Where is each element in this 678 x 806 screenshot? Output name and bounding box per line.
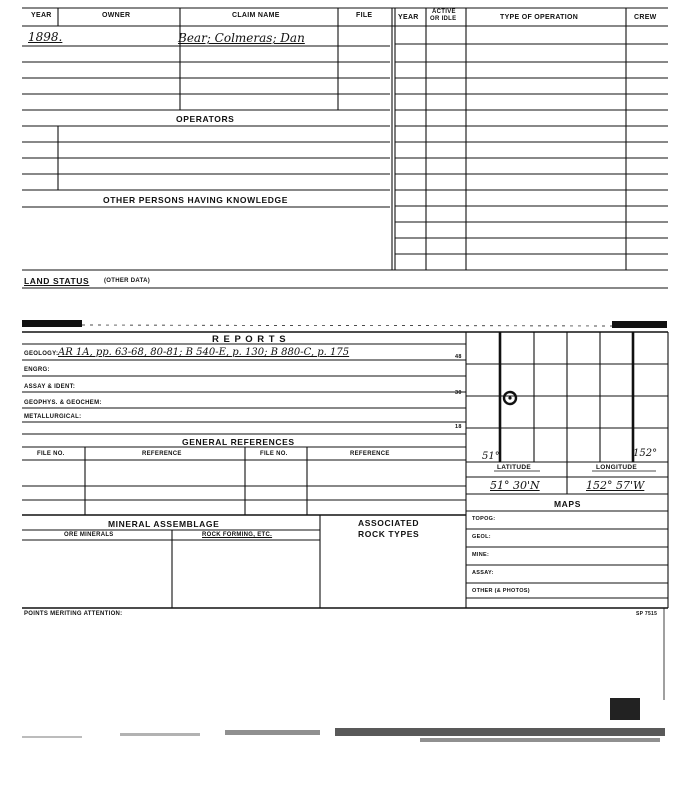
maps-geol: GEOL: [472, 534, 491, 540]
col-30: 30 [455, 390, 462, 396]
associated-heading: ASSOCIATED [358, 518, 420, 528]
header-active: ACTIVE [432, 9, 456, 15]
header-year: YEAR [31, 12, 52, 19]
col-18: 18 [455, 424, 462, 430]
points-meriting-attention: POINTS MERITING ATTENTION: [24, 611, 123, 617]
ref-file-no-2: FILE NO. [260, 451, 288, 457]
form-number: SP 7515 [636, 611, 658, 617]
ref-file-no-1: FILE NO. [37, 451, 65, 457]
geophys-label: GEOPHYS. & GEOCHEM: [24, 400, 102, 406]
latitude-value: 51° 30'N [490, 479, 540, 492]
latitude-label: LATITUDE [497, 464, 532, 471]
maps-topog: TOPOG: [472, 516, 496, 522]
corner-longitude: 152° [633, 448, 658, 459]
maps-heading: MAPS [554, 499, 581, 509]
header-or-idle: OR IDLE [430, 16, 457, 22]
maps-assay: ASSAY: [472, 570, 494, 576]
maps-other-photos: OTHER (& PHOTOS) [472, 588, 530, 594]
header-file: FILE [356, 12, 373, 19]
ref-reference-2: REFERENCE [350, 451, 390, 457]
header-owner: OWNER [102, 12, 131, 19]
engrg-label: ENGRG: [24, 367, 50, 373]
ref-reference-1: REFERENCE [142, 451, 182, 457]
longitude-label: LONGITUDE [596, 464, 637, 471]
col-48: 48 [455, 354, 462, 360]
rock-forming-heading: ROCK FORMING, ETC. [202, 532, 273, 538]
assay-ident-label: ASSAY & IDENT: [24, 384, 76, 390]
entry-year: 1898. [28, 30, 63, 44]
entry-claim-name: Bear; Colmeras; Dan [178, 31, 305, 45]
other-persons-heading: OTHER PERSONS HAVING KNOWLEDGE [103, 195, 289, 205]
maps-mine: MINE: [472, 552, 490, 558]
operators-heading: OPERATORS [176, 114, 235, 124]
metallurgical-label: METALLURGICAL: [24, 414, 82, 420]
header-type-of-operation: TYPE OF OPERATION [500, 14, 579, 21]
header-year-right: YEAR [398, 14, 419, 21]
geology-value: AR 1A, pp. 63-68, 80-81; B 540-E, p. 130; B 880-C, p. 175 [58, 347, 350, 358]
corner-latitude: 51° [482, 451, 500, 462]
land-status-heading: LAND STATUS [24, 276, 90, 286]
ore-minerals-heading: ORE MINERALS [64, 532, 114, 538]
header-crew: CREW [634, 14, 657, 21]
rock-types-heading: ROCK TYPES [358, 529, 420, 539]
mineral-assemblage-heading: MINERAL ASSEMBLAGE [108, 519, 220, 529]
general-references-heading: GENERAL REFERENCES [182, 437, 295, 447]
land-status-subheading: (OTHER DATA) [104, 278, 151, 284]
reports-heading: R E P O R T S [212, 334, 287, 345]
header-claim-name: CLAIM NAME [232, 12, 280, 19]
geology-label: GEOLOGY: [24, 351, 59, 357]
longitude-value: 152° 57'W [586, 479, 645, 492]
